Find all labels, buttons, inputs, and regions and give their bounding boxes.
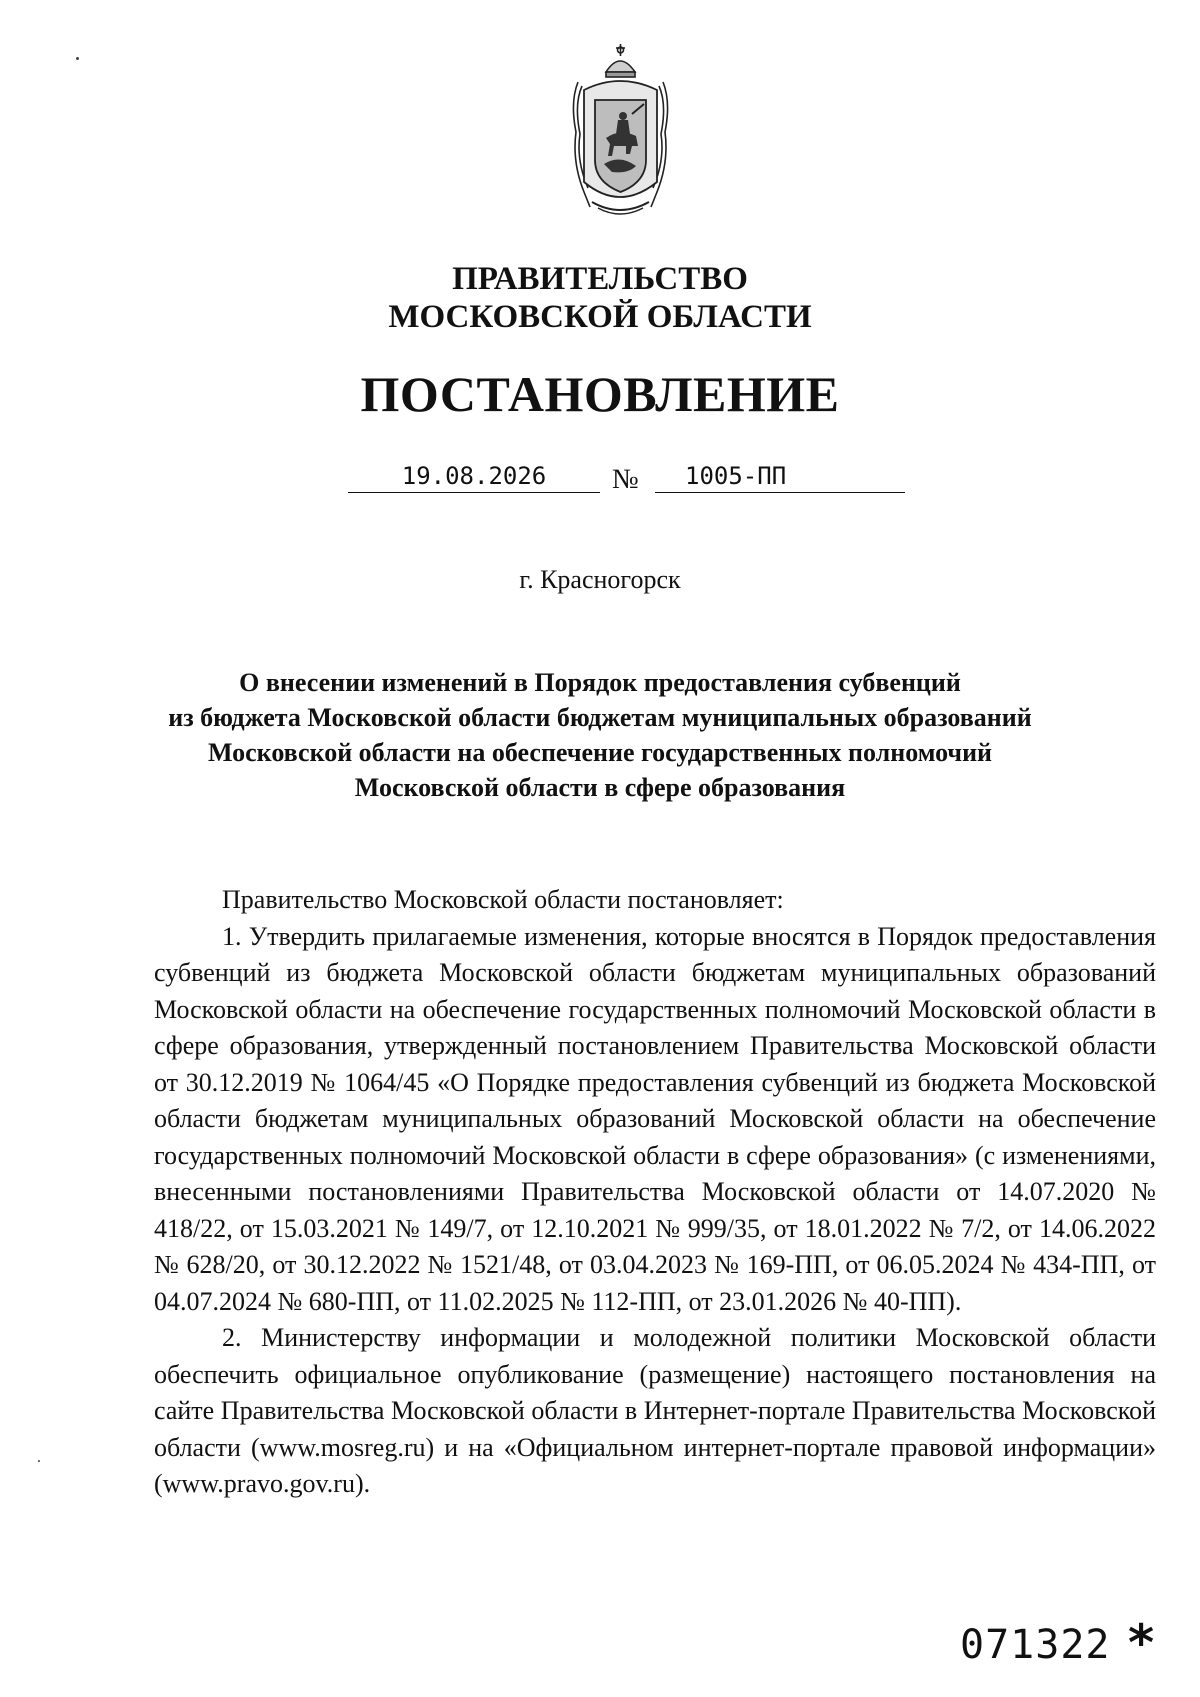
subject-line: Московской области в сфере образования xyxy=(354,773,846,802)
scan-speck xyxy=(76,57,79,60)
subject-line: из бюджета Московской области бюджетам муниципальных образований xyxy=(168,703,1032,732)
authority-line-2: МОСКОВСКОЙ ОБЛАСТИ xyxy=(388,299,812,335)
document-type-title: ПОСТАНОВЛЕНИЕ xyxy=(360,366,840,422)
asterisk-mark: * xyxy=(1128,1614,1155,1672)
subject-line: Московской области на обеспечение государственных полномочий xyxy=(207,738,993,767)
clause-2: 2. Министерству информации и молодежной политики Московской области обеспечить официальное опубликование (размещение) настоящего постановления на сайте Правительства Московской области в Интернет-портале Правительства Московской области (www.mosreg.ru) и на «Официальном интернет-портале правовой информации» (www.pravo.gov.ru). xyxy=(154,1323,1156,1498)
preamble: Правительство Московской области постановляет: xyxy=(222,885,784,914)
issue-city: г. Красногорск xyxy=(519,565,681,594)
clause-1: 1. Утвердить прилагаемые изменения, которые вносятся в Порядок предоставления субвенций из бюджета Московской области бюджетам муниципальных образований Московской области на обеспечение государственных полномочий Московской области в сфере образования, утвержденный постановлением Правительства Московской области от 30.12.2019 № 1064/45 «О Порядке предоставления субвенций из бюджета Московской области бюджетам муниципальных образований Московской области на обеспечение государственных полномочий Московской области в сфере образования» (с изменениями, внесенными постановлениями Правительства Московской области от 14.07.2020 № 418/22, от 15.03.2021 № 149/7, от 12.10.2021 № 999/35, от 18.01.2022 № 7/2, от 14.06.2022 № 628/20, от 30.12.2022 № 1521/48, от 03.04.2023 № 169-ПП, от 06.05.2024 № 434-ПП, от 04.07.2024 № 680-ПП, от 11.02.2025 № 112-ПП, от 23.01.2026 № 40-ПП). xyxy=(154,921,1156,1316)
authority-line-1: ПРАВИТЕЛЬСТВО xyxy=(452,261,748,297)
subject-line: О внесении изменений в Порядок предоставления субвенций xyxy=(239,668,961,697)
registration-number: 071322 xyxy=(960,1622,1111,1668)
coat-of-arms-icon xyxy=(568,42,673,218)
number-sign: № xyxy=(612,464,639,495)
document-body xyxy=(154,882,1156,1503)
document-date: 19.08.2026 xyxy=(348,462,600,493)
issuing-authority xyxy=(0,260,1200,336)
document-subject xyxy=(0,665,1200,805)
document-number: 1005-ПП xyxy=(655,462,905,493)
scan-speck xyxy=(38,1460,40,1462)
